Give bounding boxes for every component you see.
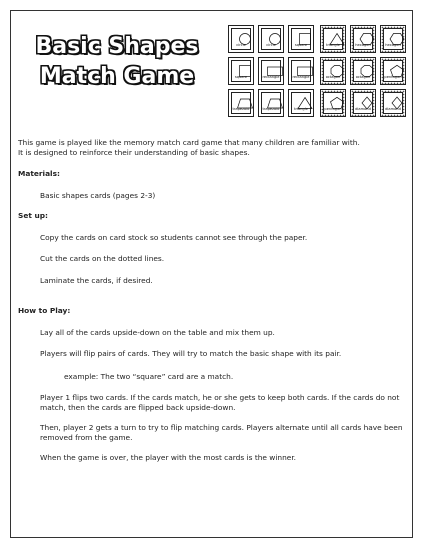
- shape-card-diamond: [350, 89, 376, 117]
- shape-card-hexagon: [380, 25, 406, 53]
- card-label: diamond: [355, 107, 371, 111]
- intro-line-1: This game is played like the memory match card game that many children are familiar with.: [18, 138, 360, 147]
- card-face: [231, 28, 251, 50]
- shape-card-rectangle: [258, 57, 284, 85]
- card-label: circle: [266, 43, 276, 47]
- card-label: trapezoid: [262, 107, 280, 111]
- card-face: [353, 28, 373, 50]
- card-label: square: [234, 75, 248, 79]
- card-face: [231, 60, 251, 82]
- page-title: [22, 32, 212, 92]
- title-line-1: Basic Shapes: [35, 34, 199, 59]
- card-face: [291, 60, 311, 82]
- card-label: hexagon: [355, 43, 371, 47]
- how-to-play-step: When the game is over, the player with the most cards is the winner.: [40, 453, 297, 462]
- card-label: trapezoid: [232, 107, 250, 111]
- shape-card-circle: [258, 25, 284, 53]
- shape-card-octagon: [350, 57, 376, 85]
- card-label: triangle: [294, 107, 308, 111]
- card-face: [291, 92, 311, 114]
- shape-card-trapezoid: [228, 89, 254, 117]
- card-label: rectangle: [292, 75, 310, 79]
- shape-card-circle: [228, 25, 254, 53]
- card-label: triangle: [326, 43, 340, 47]
- shape-card-pentagon: [380, 57, 406, 85]
- how-to-play-step: Players will flip pairs of cards. They will try to match the basic shape with its pair.: [40, 349, 342, 358]
- how-to-play-step: Player 1 flips two cards. If the cards match, he or she gets to keep both cards. If the cards do not match, then the cards are flipped back upside-down.: [40, 393, 400, 412]
- card-face: [353, 92, 373, 114]
- card-face: [353, 60, 373, 82]
- card-face: [261, 60, 281, 82]
- intro-line-2: It is designed to reinforce their understanding of basic shapes.: [18, 147, 250, 157]
- materials-item: Basic shapes cards (pages 2-3): [40, 190, 156, 200]
- shape-card-diamond: [380, 89, 406, 117]
- title-line-2: Match Game: [39, 64, 195, 89]
- shape-card-square: [228, 57, 254, 85]
- card-label: octagon: [355, 75, 371, 79]
- shape-card-triangle: [320, 25, 346, 53]
- setup-step: Laminate the cards, if desired.: [40, 275, 153, 285]
- card-label: circle: [236, 43, 246, 47]
- card-preview-grid-right: [320, 25, 406, 117]
- card-label: pentagon: [324, 107, 342, 111]
- card-face: [383, 92, 403, 114]
- shape-card-trapezoid: [258, 89, 284, 117]
- how-to-play-heading: How to Play:: [18, 306, 71, 315]
- card-label: pentagon: [384, 75, 402, 79]
- card-label: octagon: [325, 75, 341, 79]
- card-face: [383, 28, 403, 50]
- materials-heading: Materials:: [18, 169, 60, 178]
- card-face: [261, 92, 281, 114]
- how-to-play-step: Then, player 2 gets a turn to try to flip matching cards. Players alternate until all cards have been removed from the game.: [40, 423, 403, 442]
- shape-card-rectangle: [288, 57, 314, 85]
- card-label: square: [294, 43, 308, 47]
- card-label: hexagon: [385, 43, 401, 47]
- shape-card-square: [288, 25, 314, 53]
- card-preview-grid-left: [228, 25, 314, 117]
- shape-card-triangle: [288, 89, 314, 117]
- how-to-play-example: example: The two “square” card are a match.: [64, 371, 234, 381]
- card-face: [231, 92, 251, 114]
- setup-step: Cut the cards on the dotted lines.: [40, 254, 165, 263]
- setup-heading: Set up:: [18, 211, 48, 220]
- card-face: [323, 60, 343, 82]
- card-face: [323, 92, 343, 114]
- shape-card-octagon: [320, 57, 346, 85]
- card-face: [383, 60, 403, 82]
- shape-card-hexagon: [350, 25, 376, 53]
- instructions: [18, 138, 413, 463]
- setup-step: Copy the cards on card stock so students cannot see through the paper.: [40, 232, 308, 242]
- card-face: [323, 28, 343, 50]
- shape-card-pentagon: [320, 89, 346, 117]
- card-label: rectangle: [262, 75, 280, 79]
- card-face: [291, 28, 311, 50]
- how-to-play-step: Lay all of the cards upside-down on the table and mix them up.: [40, 327, 275, 337]
- card-face: [261, 28, 281, 50]
- card-label: diamond: [385, 107, 401, 111]
